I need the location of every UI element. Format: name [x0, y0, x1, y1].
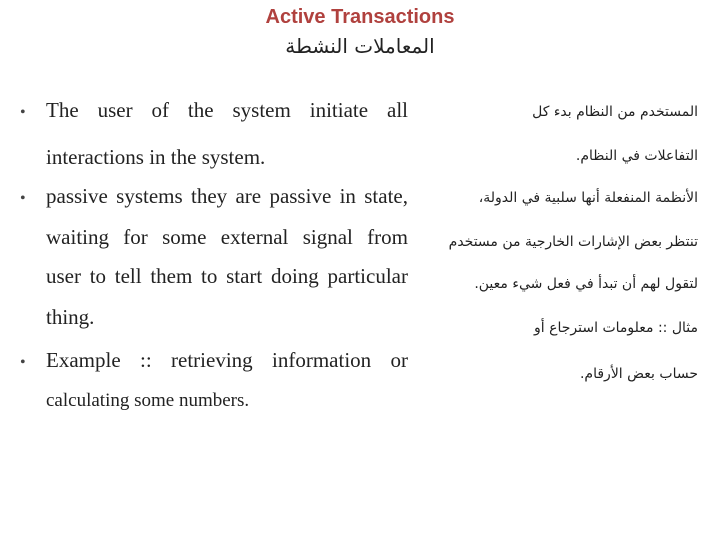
bullet-2-symbol: • — [20, 190, 26, 207]
bullet-1-line-1: The user of the system initiate all — [46, 98, 408, 122]
bullet-2-line-4: thing. — [46, 305, 95, 329]
slide-title-english: Active Transactions — [265, 6, 455, 28]
bullet-1-symbol: • — [20, 104, 26, 121]
arabic-line-7: حساب بعض الأرقام. — [579, 366, 698, 382]
bullet-1-line-2: interactions in the system. — [46, 145, 266, 169]
arabic-line-5: لتقول لهم أن تبدأ في فعل شيء معين. — [474, 276, 698, 292]
bullet-2-line-2: waiting for some external signal from — [46, 225, 408, 249]
bullet-3-line-1: Example :: retrieving information or — [46, 348, 408, 372]
bullet-2-line-1: passive systems they are passive in state, — [46, 184, 408, 208]
arabic-line-1: المستخدم من النظام بدء كل — [532, 104, 698, 120]
bullet-3-line-2: calculating some numbers. — [46, 390, 250, 411]
bullet-3-symbol: • — [20, 354, 26, 371]
arabic-line-3: الأنظمة المنفعلة أنها سلبية في الدولة، — [478, 190, 698, 206]
arabic-line-6: مثال :: معلومات استرجاع أو — [534, 320, 698, 336]
arabic-line-4: تنتظر بعض الإشارات الخارجية من مستخدم — [448, 234, 698, 250]
arabic-line-2: التفاعلات في النظام. — [575, 148, 698, 164]
bullet-2-line-3: user to tell them to start doing particular — [46, 264, 408, 288]
slide-title-arabic: المعاملات النشطة — [285, 34, 435, 58]
